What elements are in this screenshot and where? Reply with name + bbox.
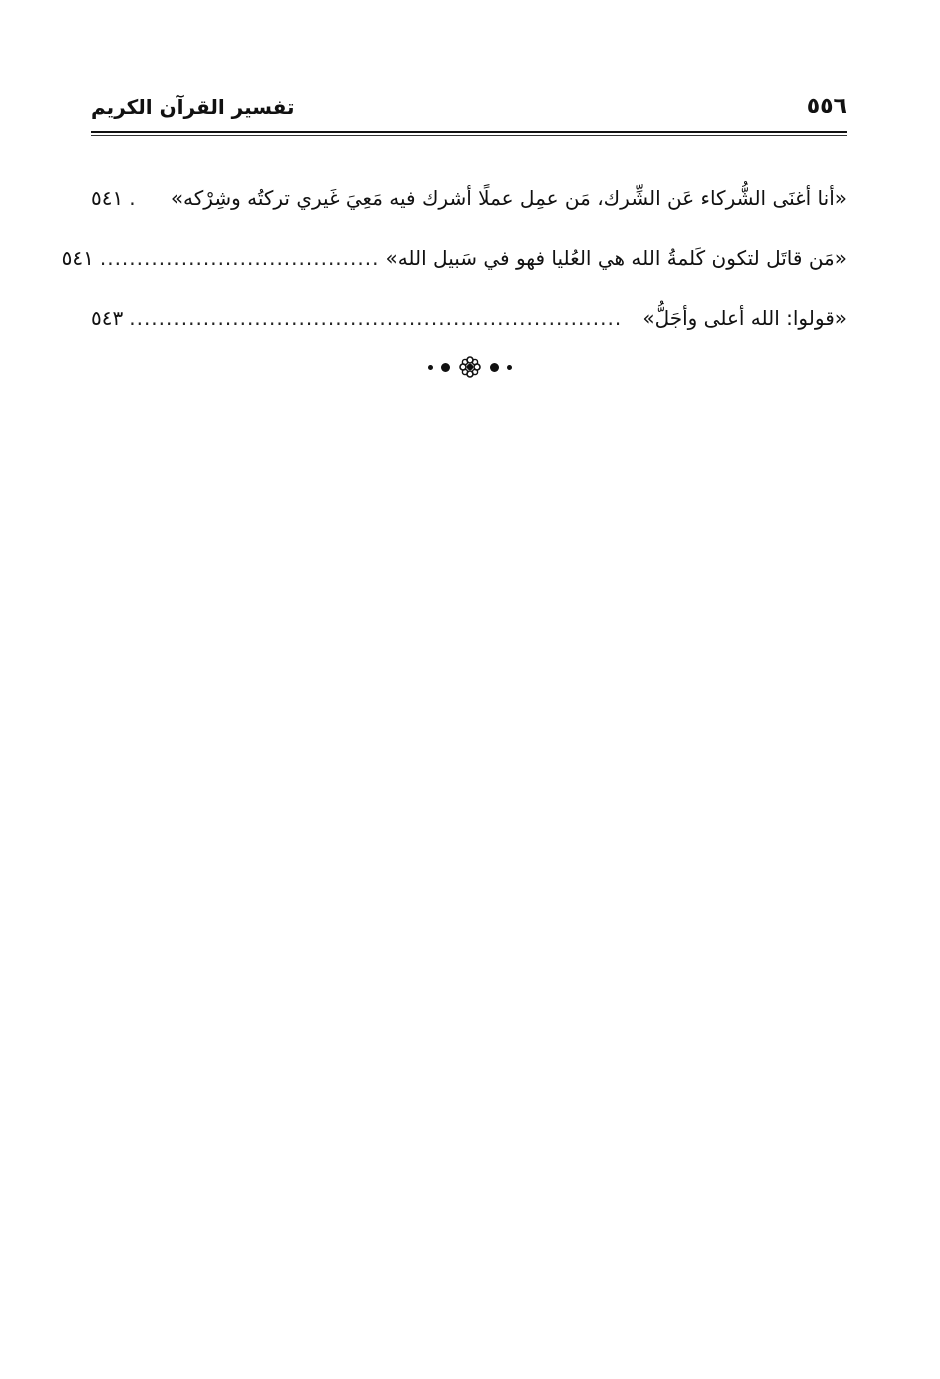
index-entries <box>61 168 847 348</box>
entry-leader-dots: ................................................................... <box>129 306 623 330</box>
header-rule <box>91 131 847 133</box>
large-dot-icon <box>441 363 450 372</box>
entry-text: «مَن قاتَل لتكون كَلمةُ الله هي العُليا فهو في سَبيل الله» <box>385 246 847 270</box>
small-dot-icon <box>507 365 512 370</box>
end-ornament-divider <box>0 352 940 382</box>
large-dot-icon <box>490 363 499 372</box>
page-number: ٥٥٦ <box>806 94 847 119</box>
entry-leader-dots: . <box>129 186 137 210</box>
entry-leader-dots: ...................................... <box>99 246 380 270</box>
index-entry <box>61 228 847 288</box>
entry-text: «أنا أغنَى الشُّركاء عَن الشِّرك، مَن عمِل عملًا أشرك فيه مَعِيَ غَيري تركتُه وشِرْكه» <box>170 186 847 210</box>
entry-page-number: ٥٤٣ <box>91 306 124 330</box>
index-entry <box>91 288 847 348</box>
small-dot-icon <box>428 365 433 370</box>
header-rule-thin <box>91 135 847 136</box>
entry-page-number: ٥٤١ <box>91 186 124 210</box>
flower-ornament-icon <box>458 355 482 379</box>
entry-text: «قولوا: الله أعلى وأجَلُّ» <box>642 306 847 330</box>
index-entry <box>91 168 847 228</box>
page-header <box>91 92 847 132</box>
book-title: تفسير القرآن الكريم <box>91 95 295 119</box>
entry-page-number: ٥٤١ <box>61 246 94 270</box>
